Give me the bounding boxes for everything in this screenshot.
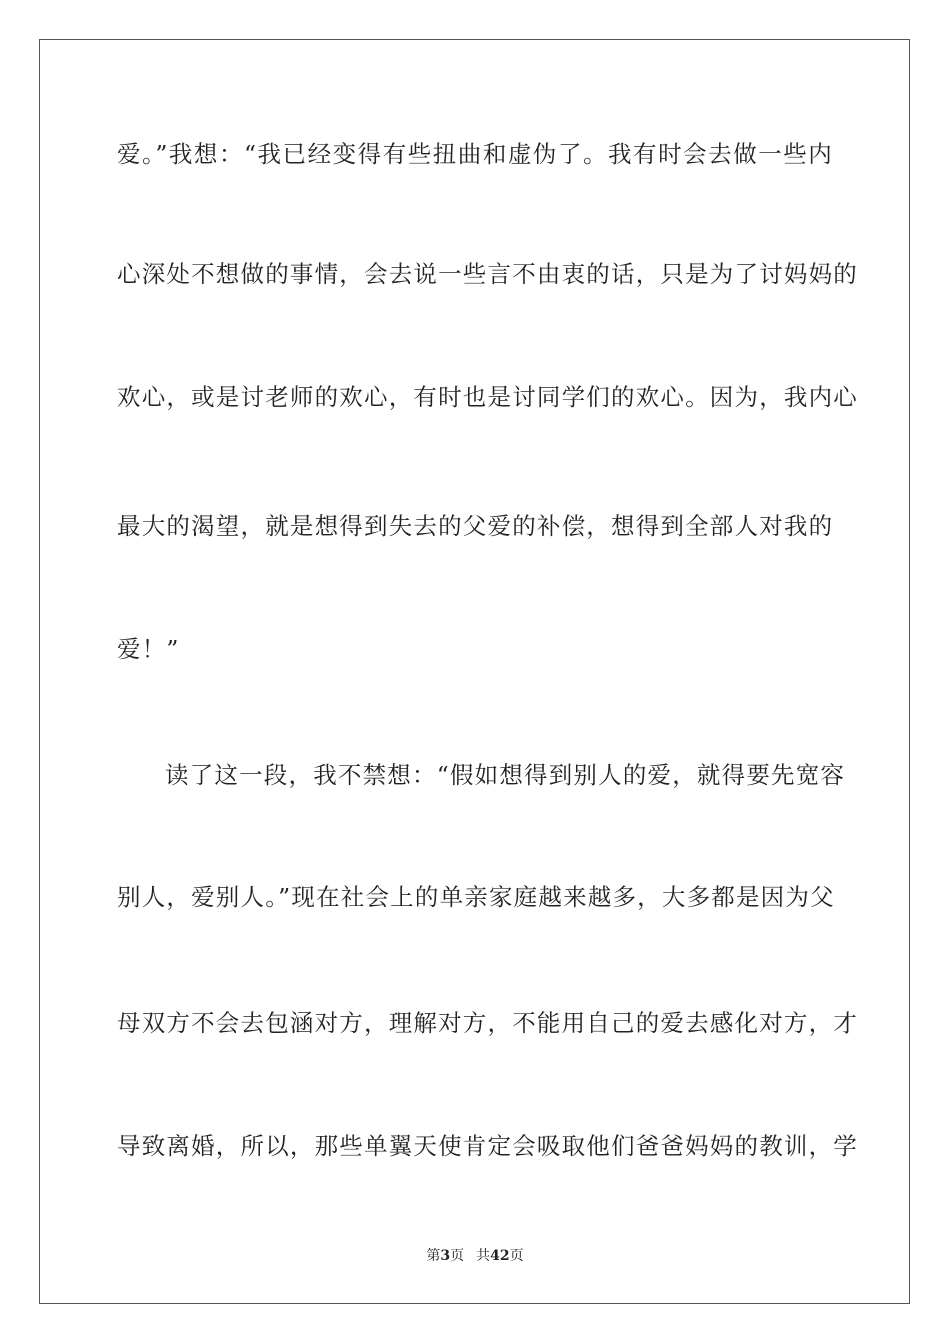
text-line: 别人，爱别人。”现在社会上的单亲家庭越来越多，大多都是因为父 [117, 883, 835, 911]
total-pages: 42 [490, 1248, 510, 1264]
page-prefix: 第 [426, 1248, 441, 1264]
page-suffix: 页 [450, 1248, 465, 1264]
page-frame [39, 39, 910, 1304]
text-line: 欢心，或是讨老师的欢心，有时也是讨同学们的欢心。因为，我内心 [117, 383, 858, 411]
total-suffix: 页 [509, 1248, 524, 1264]
text-line: 母双方不会去包涵对方，理解对方，不能用自己的爱去感化对方，才 [117, 1009, 858, 1037]
total-prefix: 共 [476, 1248, 491, 1264]
text-line: 最大的渴望，就是想得到失去的父爱的补偿，想得到全部人对我的 [117, 512, 834, 540]
text-line: 爱。”我想：“我已经变得有些扭曲和虚伪了。我有时会去做一些内 [117, 140, 833, 168]
text-line: 爱！” [117, 635, 180, 663]
text-line: 导致离婚，所以，那些单翼天使肯定会吸取他们爸爸妈妈的教训，学 [117, 1132, 858, 1160]
text-line: 心深处不想做的事情，会去说一些言不由衷的话，只是为了讨妈妈的 [117, 260, 858, 288]
page-number: 3 [440, 1248, 451, 1264]
paragraph-first-line: 读了这一段，我不禁想：“假如想得到别人的爱，就得要先宽容 [165, 761, 846, 789]
page-footer [0, 1247, 950, 1265]
